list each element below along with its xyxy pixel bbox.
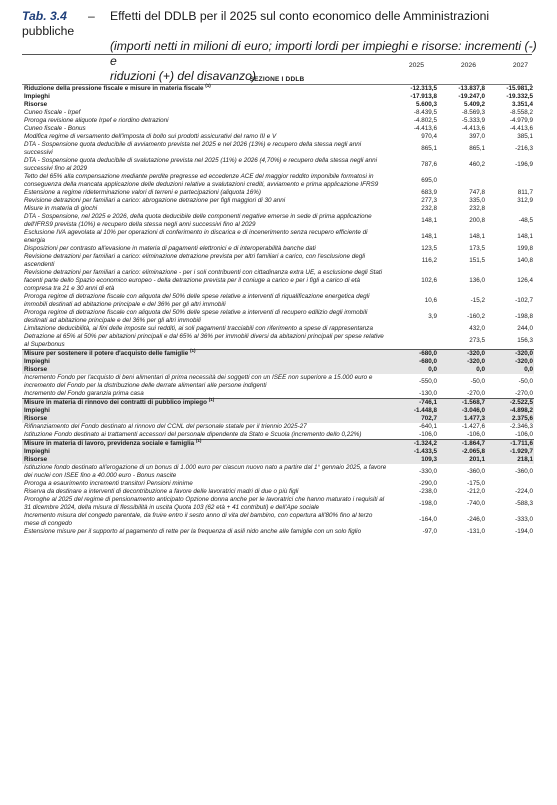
row-label	[22, 189, 390, 197]
value-2025: -17.913,8	[410, 93, 437, 100]
footnote-ref: (1)	[189, 347, 196, 353]
row-label	[22, 333, 390, 350]
value-2025: -1.324,2	[390, 440, 438, 449]
value-2027: 811,7	[517, 189, 533, 196]
value-2025: 116,2	[421, 257, 437, 264]
value-2026: 200,8	[469, 217, 485, 224]
value-2027	[486, 480, 534, 488]
value-2027: -216,3	[515, 145, 533, 152]
row-label	[22, 109, 390, 117]
table-row	[22, 125, 534, 133]
footnote-ref: (1)	[195, 437, 202, 443]
table-row	[22, 133, 534, 141]
row-label	[22, 390, 390, 399]
row-label	[22, 496, 390, 512]
value-2025: -238,0	[419, 488, 437, 495]
row-label-text: Limitazione deducibilità, ai fini delle imposte sui redditi, ai soli pagamenti tracciabili con riferimento a spese di rappresentanza	[24, 325, 373, 332]
row-label	[22, 358, 390, 366]
row-label	[22, 101, 390, 109]
row-label	[22, 309, 390, 325]
value-2027: -224,0	[515, 488, 533, 495]
table-row	[22, 390, 534, 399]
value-2025	[390, 333, 438, 350]
year-header-2027: 2027	[512, 62, 528, 69]
table-row	[22, 101, 534, 109]
row-label-text: Istituzione Fondo destinato ai trattamenti accessori del personale dipendente da Stato e Scuola (incremento dello 0,22%)	[24, 431, 362, 438]
row-label	[22, 269, 390, 293]
row-label-text: Detrazione al 65% al 50% per abitazioni principali e dal 65% al 36% per immobili diversi da abitazioni principali per spese relative al Superbonus	[24, 333, 384, 348]
value-2027: 126,4	[517, 277, 533, 284]
value-2026: -270,0	[467, 390, 485, 397]
value-2027: 156,3	[517, 337, 533, 344]
table-row	[22, 109, 534, 117]
row-label	[22, 431, 390, 440]
value-2027: 312,9	[517, 197, 533, 204]
value-2026: -320,0	[438, 358, 486, 366]
table-row	[22, 293, 534, 309]
value-2025: 0,0	[390, 366, 438, 374]
row-label	[22, 253, 390, 269]
row-label	[22, 366, 390, 374]
value-2025: 148,1	[421, 233, 437, 240]
value-2025: -290,0	[419, 480, 437, 487]
value-2025: -130,0	[419, 390, 437, 397]
row-label-text: Modifica regime di versamento dell'imposta di bollo sui prodotti assicurativi del ramo III e V	[24, 133, 277, 140]
value-2027: -196,9	[515, 161, 533, 168]
row-label	[22, 245, 390, 253]
value-2025: -680,0	[390, 350, 438, 359]
row-label	[22, 396, 390, 408]
value-2025: 787,6	[421, 161, 437, 168]
table-row	[22, 157, 534, 173]
value-2026: 1.477,3	[438, 415, 486, 423]
value-2025: 683,9	[421, 189, 437, 196]
table-row	[22, 245, 534, 253]
value-2027: -102,7	[515, 297, 533, 304]
table-row	[22, 464, 534, 480]
row-label-text: Riduzione della pressione fiscale e misure in materia fiscale	[24, 85, 204, 92]
row-label	[22, 125, 390, 133]
table-row	[22, 173, 534, 189]
value-2026: -15,2	[470, 297, 485, 304]
value-2027: -270,0	[515, 390, 533, 397]
value-2025: 123,5	[421, 245, 437, 252]
row-label-text: Revisione detrazioni per familiari a carico: eliminazione - per i soli contribuenti con cittadinanza extra UE, a esclusione degli Stati facenti parte dello Spazio economico europeo - della detrazione prevista per il coniuge a carico e per i figli a carico di età compresa tra 21 e 30 anni di età	[24, 269, 383, 292]
value-2027: -19.332,5	[506, 93, 533, 100]
row-label-text: Impieghi	[24, 358, 50, 365]
value-2026: 273,5	[469, 337, 485, 344]
table-row	[22, 431, 534, 440]
value-2027: -360,0	[515, 468, 533, 475]
value-2025: -330,0	[419, 468, 437, 475]
table-row	[22, 496, 534, 512]
value-2027: 148,1	[517, 233, 533, 240]
value-2026: -246,0	[467, 516, 485, 523]
value-2026: -106,0	[467, 431, 485, 438]
table-row	[22, 269, 534, 293]
row-label	[22, 488, 390, 496]
row-label-text: Proroga regime di detrazione fiscale con aliquota del 50% delle spese relative a interventi di recupero edilizio degli immobili destinati ad abitazione principale e del 36% per gli altri immobili	[24, 309, 368, 324]
value-2025: -1.433,5	[390, 448, 438, 456]
value-2026: -1.427,6	[461, 423, 485, 430]
value-2025: 865,1	[421, 145, 437, 152]
value-2027: -2.522,5	[486, 399, 534, 408]
table-row	[22, 374, 534, 390]
value-2025: -680,0	[390, 358, 438, 366]
table-row	[22, 205, 534, 213]
value-2025: -106,0	[419, 431, 437, 438]
row-label-text: Misure per sostenere il potere d'acquisto delle famiglie	[24, 350, 189, 357]
value-2027: 0,0	[486, 366, 534, 374]
row-label-text: Risorse	[24, 101, 48, 108]
row-label-text: Risorse	[24, 366, 48, 373]
value-2027: 140,8	[517, 257, 533, 264]
value-2027: 199,8	[517, 245, 533, 252]
value-2025: 702,7	[390, 415, 438, 423]
row-label	[22, 133, 390, 141]
table-row	[22, 399, 534, 408]
value-2027: 3.351,4	[511, 101, 533, 108]
table-row	[22, 488, 534, 496]
value-2026: -3.046,0	[438, 407, 486, 415]
value-2025: -4.802,5	[413, 117, 437, 124]
table-row	[22, 440, 534, 449]
table-row	[22, 423, 534, 431]
value-2025: -198,0	[419, 500, 437, 507]
row-label-text: Proroga regime di detrazione fiscale con aliquota del 50% delle spese relative a interventi di riqualificazione energetica degli immobili destinati ad abitazione principale e del 36% per gli altri immobili	[24, 293, 370, 308]
value-2025: 109,3	[390, 456, 438, 464]
value-2027: 385,1	[517, 133, 533, 140]
row-label-text: Cuneo fiscale - Bonus	[24, 125, 86, 132]
value-2026: 232,8	[469, 205, 485, 212]
row-label	[22, 82, 390, 93]
value-2025: -746,1	[390, 399, 438, 408]
value-2027: -320,0	[486, 350, 534, 359]
table-row	[22, 415, 534, 423]
table-row	[22, 407, 534, 415]
value-2027: 218,1	[486, 456, 534, 464]
row-label	[22, 407, 390, 415]
row-label	[22, 448, 390, 456]
row-label-text: Istituzione fondo destinato all'erogazione di un bonus di 1.000 euro per ciascun nuovo nato a partire dal 1° gennaio 2025, a favore dei nuclei con ISEE fino a 40.000 euro - Bonus nascite	[24, 464, 387, 479]
value-2026: -160,2	[467, 313, 485, 320]
value-2025: 3,9	[428, 313, 437, 320]
value-2026: -19.247,0	[458, 93, 485, 100]
value-2025: -4.413,6	[413, 125, 437, 132]
row-label-text: Tetto del 65% alla compensazione mediante perdite pregresse ed eccedenze ACE del maggior reddito imponibile formatosi in conseguenza della mancata applicazione delle deduzioni relative a svalutazioni crediti, avviamento e prima applicazione IFRS9	[24, 173, 379, 188]
value-2026: -740,0	[467, 500, 485, 507]
table-row	[22, 366, 534, 374]
value-2025: 232,8	[421, 205, 437, 212]
value-2027: -198,8	[515, 313, 533, 320]
row-label-text: Impieghi	[24, 93, 50, 100]
row-label-text: Estensione a regime rideterminazione valori di terreni e partecipazioni (aliquota 16%)	[24, 189, 261, 196]
row-label-text: DTA - Sospensione quota deducibile di svalutazione prevista nel 2025 (11%) e 2026 (4,70%) e recupero della stessa negli anni successivi fino al 2029	[24, 157, 378, 172]
row-label-text: Revisione detrazioni per familiari a carico: abrogazione detrazione per figli maggiori di 30 anni	[24, 197, 286, 204]
table-number: Tab. 3.4	[22, 9, 67, 23]
value-2025: -640,1	[419, 423, 437, 430]
value-2027: -50,0	[518, 378, 533, 385]
value-2025: 148,1	[421, 217, 437, 224]
value-2025: 695,0	[421, 177, 437, 184]
table-row	[22, 333, 534, 350]
value-2026: -175,0	[467, 480, 485, 487]
value-2025: -12.313,5	[410, 85, 437, 92]
row-label	[22, 347, 390, 359]
table-row	[22, 448, 534, 456]
row-label	[22, 528, 390, 536]
value-2025: 10,6	[424, 297, 437, 304]
table-row	[22, 189, 534, 197]
row-label	[22, 415, 390, 423]
value-2026: -320,0	[438, 350, 486, 359]
row-label	[22, 205, 390, 213]
row-label	[22, 374, 390, 390]
row-label	[22, 173, 390, 189]
row-label-text: Impieghi	[24, 407, 50, 414]
value-2027: -4.413,6	[509, 125, 533, 132]
row-label-text: Esclusione IVA agevolata al 10% per operazioni di conferimento in discarica e di incenerimento senza recupero efficiente di energia	[24, 229, 368, 244]
value-2026: -8.569,3	[461, 109, 485, 116]
table-row	[22, 309, 534, 325]
table-row	[22, 512, 534, 528]
title-divider	[22, 54, 532, 55]
row-label-text: Incremento del Fondo garanzia prima casa	[24, 390, 144, 397]
value-2026: -131,0	[467, 528, 485, 535]
value-2026: -1.568,7	[438, 399, 486, 408]
row-label-text: DTA - Sospensione quota deducibile di avviamento prevista nel 2025 e nel 2026 (13%) e recupero della stessa negli anni successivi	[24, 141, 362, 156]
value-2026: -13.837,8	[458, 85, 485, 92]
table-row	[22, 117, 534, 125]
value-2027: -333,0	[515, 516, 533, 523]
value-2025: -97,0	[422, 528, 437, 535]
row-label-text: Impieghi	[24, 448, 50, 455]
row-label-text: Cuneo fiscale - Irpef	[24, 109, 81, 116]
table-row	[22, 197, 534, 205]
row-label-text: Risorse	[24, 415, 48, 422]
row-label-text: Rifinanziamento del Fondo destinato al rinnovo del CCNL del personale statale per il triennio 2025-27	[24, 423, 307, 430]
effects-table	[22, 82, 534, 536]
title-main: Effetti del DDLB per il 2025 sul conto economico delle Amministrazioni pubbliche	[22, 9, 490, 38]
row-label	[22, 456, 390, 464]
value-2025: -1.448,8	[390, 407, 438, 415]
value-2026: 397,0	[469, 133, 485, 140]
footnote-ref: (1)	[205, 82, 211, 88]
row-label	[22, 229, 390, 245]
table-title	[22, 9, 542, 84]
table-row	[22, 456, 534, 464]
value-2025: -550,0	[419, 378, 437, 385]
row-label	[22, 157, 390, 173]
value-2027: -320,0	[486, 358, 534, 366]
value-2026: 148,1	[469, 233, 485, 240]
row-label	[22, 213, 390, 229]
value-2026	[438, 173, 486, 189]
row-label-text: Risorse	[24, 456, 48, 463]
row-label	[22, 512, 390, 528]
value-2026: 865,1	[469, 145, 485, 152]
section-label: SEZIONE I DDLB	[249, 76, 305, 83]
value-2026: -4.413,6	[461, 125, 485, 132]
value-2026: 0,0	[438, 366, 486, 374]
table-row	[22, 350, 534, 359]
row-label-text: Incremento Fondo per l'acquisto di beni alimentari di prima necessità dei soggetti con un ISEE non superiore a 15.000 euro e incremento del Fondo per la distribuzione delle derrate alimentari alle persone indigenti	[24, 374, 373, 389]
row-label-text: Proroga revisione aliquote Irpef e riordino detrazioni	[24, 117, 169, 124]
table-row	[22, 528, 534, 536]
table-row	[22, 93, 534, 101]
title-dash: –	[88, 9, 95, 23]
value-2025: -164,0	[419, 516, 437, 523]
value-2026: 460,2	[469, 161, 485, 168]
value-2027: -1.711,6	[486, 440, 534, 449]
row-label-text: Incremento misura del congedo parentale, da fruire entro il sesto anno di vita del bambino, con copertura all'80% fino al terzo mese di congedo	[24, 512, 373, 527]
row-label-text: Proroghe al 2025 del regime di pensionamento anticipato Opzione donna anche per le lavoratrici che hanno maturato i requisiti al 31 dicembre 2024, della misura di flessibilità in uscita Quota 103 (62 età + 41 contributi) e dell'Ape sociale	[24, 496, 385, 511]
row-label	[22, 197, 390, 205]
table-row	[22, 213, 534, 229]
row-label	[22, 293, 390, 309]
title-subtitle-1: (importi netti in milioni di euro; importi lordi per impieghi e risorse: incrementi (-) e	[110, 39, 537, 68]
value-2027	[486, 173, 534, 189]
value-2027: -588,3	[515, 500, 533, 507]
value-2025	[390, 325, 438, 333]
row-label-text: Proroga a esaurimento incrementi transitori Pensioni minime	[24, 480, 193, 487]
value-2026: -50,0	[470, 378, 485, 385]
value-2027: -106,0	[515, 431, 533, 438]
value-2026: 747,8	[469, 189, 485, 196]
value-2026: 5.409,2	[463, 101, 485, 108]
row-label	[22, 480, 390, 488]
value-2027: -2.346,3	[509, 423, 533, 430]
value-2027: -15.981,2	[506, 85, 533, 92]
value-2026: -2.065,8	[438, 448, 486, 456]
table-row	[22, 85, 534, 93]
value-2026: 136,0	[469, 277, 485, 284]
row-label-text: Misure in materia di giochi	[24, 205, 98, 212]
value-2027: -8.558,2	[509, 109, 533, 116]
row-label-text: Revisione detrazioni per familiari a carico: eliminazione detrazione prevista per altri familiari a carico, con l'esclusione degli ascendenti	[24, 253, 366, 268]
value-2027: 244,0	[517, 325, 533, 332]
table-row	[22, 480, 534, 488]
value-2027: 2.375,6	[486, 415, 534, 423]
value-2027: -194,0	[515, 528, 533, 535]
row-label-text: Misure in materia di rinnovo dei contratti di pubblico impiego	[24, 399, 207, 406]
value-2025: 5.600,3	[415, 101, 437, 108]
row-label-text: DTA - Sospensione, nel 2025 e 2026, della quota deducibile delle componenti negative emerse in sede di prima applicazione dell'IFRS9 prevista (10%) e recupero della stessa negli anni successivi fino al 2029	[24, 213, 372, 228]
value-2026: -212,0	[467, 488, 485, 495]
row-label	[22, 93, 390, 101]
row-label	[22, 437, 390, 449]
value-2027	[486, 205, 534, 213]
row-label	[22, 117, 390, 125]
value-2026: -360,0	[467, 468, 485, 475]
title-subtitle-2: riduzioni (+) del disavanzo)	[110, 69, 256, 83]
value-2025: 970,4	[421, 133, 437, 140]
year-header-2026: 2026	[460, 62, 476, 69]
table-row	[22, 229, 534, 245]
value-2027: -4.898,2	[486, 407, 534, 415]
row-label-text: Estensione misure per il supporto al pagamento di rette per la frequenza di asili nido anche alle famiglie con un solo figlio	[24, 528, 362, 535]
row-label	[22, 141, 390, 157]
row-label	[22, 423, 390, 431]
row-label	[22, 325, 390, 333]
table-row	[22, 253, 534, 269]
table-row	[22, 141, 534, 157]
year-header-2025: 2025	[408, 62, 424, 69]
table-row	[22, 325, 534, 333]
value-2026: 432,0	[469, 325, 485, 332]
row-label-text: Disposizioni per contrasto all'evasione in materia di pagamenti elettronici e di interoperabilità banche dati	[24, 245, 316, 252]
value-2027: -1.929,7	[486, 448, 534, 456]
value-2026: 201,1	[438, 456, 486, 464]
value-2026: -5.333,9	[461, 117, 485, 124]
value-2026: 173,5	[469, 245, 485, 252]
value-2027: -48,5	[518, 217, 533, 224]
value-2026: 151,5	[469, 257, 485, 264]
row-label	[22, 464, 390, 480]
row-label-text: Misure in materia di lavoro, previdenza sociale e famiglia	[24, 440, 195, 447]
value-2027: -4.979,9	[509, 117, 533, 124]
footnote-ref: (1)	[208, 396, 215, 402]
table-row	[22, 358, 534, 366]
value-2025: 277,3	[421, 197, 437, 204]
value-2026: -1.864,7	[438, 440, 486, 449]
row-label-text: Riserva da destinare a interventi di decontribuzione a favore delle lavoratrici madri di due o più figli	[24, 488, 299, 495]
value-2025: 102,6	[421, 277, 437, 284]
value-2025: -8.439,5	[413, 109, 437, 116]
value-2026: 335,0	[469, 197, 485, 204]
